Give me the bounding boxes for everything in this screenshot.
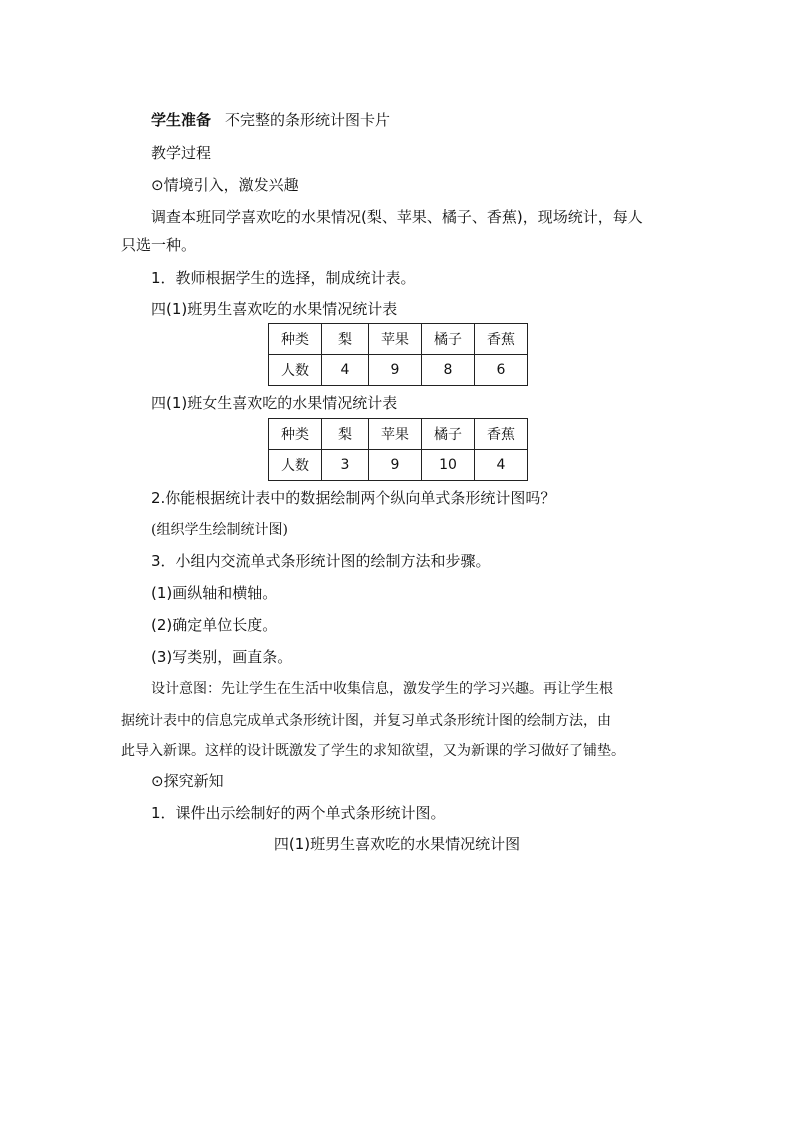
table-cell: 梨 (322, 419, 369, 450)
table-header-row (269, 324, 528, 355)
table-cell: 橘子 (422, 324, 475, 355)
table-cell: 人数 (269, 450, 322, 481)
intro-paragraph-line1: 调查本班同学喜欢吃的水果情况(梨、苹果、橘子、香蕉)，现场统计，每人 (151, 208, 643, 226)
table-cell: 香蕉 (475, 324, 528, 355)
girls-fruit-table (268, 418, 528, 481)
design-intent-line1: 设计意图：先让学生在生活中收集信息，激发学生的学习兴趣。再让学生根 (151, 681, 613, 697)
section-explore-title: ⊙探究新知 (151, 772, 224, 790)
table-cell: 3 (322, 450, 369, 481)
girls-table-title: 四(1)班女生喜欢吃的水果情况统计表 (151, 394, 398, 412)
table-cell: 人数 (269, 355, 322, 386)
prep-label: 学生准备 (151, 111, 212, 129)
table-cell: 4 (322, 355, 369, 386)
table-cell: 苹果 (369, 419, 422, 450)
table-cell: 6 (475, 355, 528, 386)
substep-1: (1)画纵轴和横轴。 (151, 584, 278, 602)
table-cell: 香蕉 (475, 419, 528, 450)
step2-note: (组织学生绘制统计图) (151, 522, 288, 538)
table-cell: 种类 (269, 324, 322, 355)
step1-text: 1．教师根据学生的选择，制成统计表。 (151, 269, 416, 287)
substep-3: (3)写类别，画直条。 (151, 648, 293, 666)
table-cell: 8 (422, 355, 475, 386)
intro-paragraph-line2: 只选一种。 (121, 236, 197, 254)
table-cell: 4 (475, 450, 528, 481)
design-intent-line3: 此导入新课。这样的设计既激发了学生的求知欲望，又为新课的学习做好了铺垫。 (121, 743, 625, 759)
table-cell: 橘子 (422, 419, 475, 450)
explore-step1: 1．课件出示绘制好的两个单式条形统计图。 (151, 804, 446, 822)
table-cell: 10 (422, 450, 475, 481)
table-row (269, 450, 528, 481)
boys-table-title: 四(1)班男生喜欢吃的水果情况统计表 (151, 300, 398, 318)
table-cell: 苹果 (369, 324, 422, 355)
table-cell: 种类 (269, 419, 322, 450)
step2-text: 2.你能根据统计表中的数据绘制两个纵向单式条形统计图吗？ (151, 489, 556, 507)
table-cell: 梨 (322, 324, 369, 355)
table-cell: 9 (369, 355, 422, 386)
section-intro-title: ⊙情境引入，激发兴趣 (151, 176, 299, 194)
table-header-row (269, 419, 528, 450)
table-cell: 9 (369, 450, 422, 481)
prep-text: 不完整的条形统计图卡片 (225, 111, 391, 129)
design-intent-line2: 据统计表中的信息完成单式条形统计图，并复习单式条形统计图的绘制方法，由 (121, 713, 611, 729)
process-heading: 教学过程 (151, 144, 212, 162)
substep-2: (2)确定单位长度。 (151, 616, 278, 634)
table-row (269, 355, 528, 386)
boys-fruit-table (268, 323, 528, 386)
chart-caption: 四(1)班男生喜欢吃的水果情况统计图 (273, 835, 521, 853)
prep-line (151, 110, 390, 130)
step3-text: 3．小组内交流单式条形统计图的绘制方法和步骤。 (151, 552, 491, 570)
